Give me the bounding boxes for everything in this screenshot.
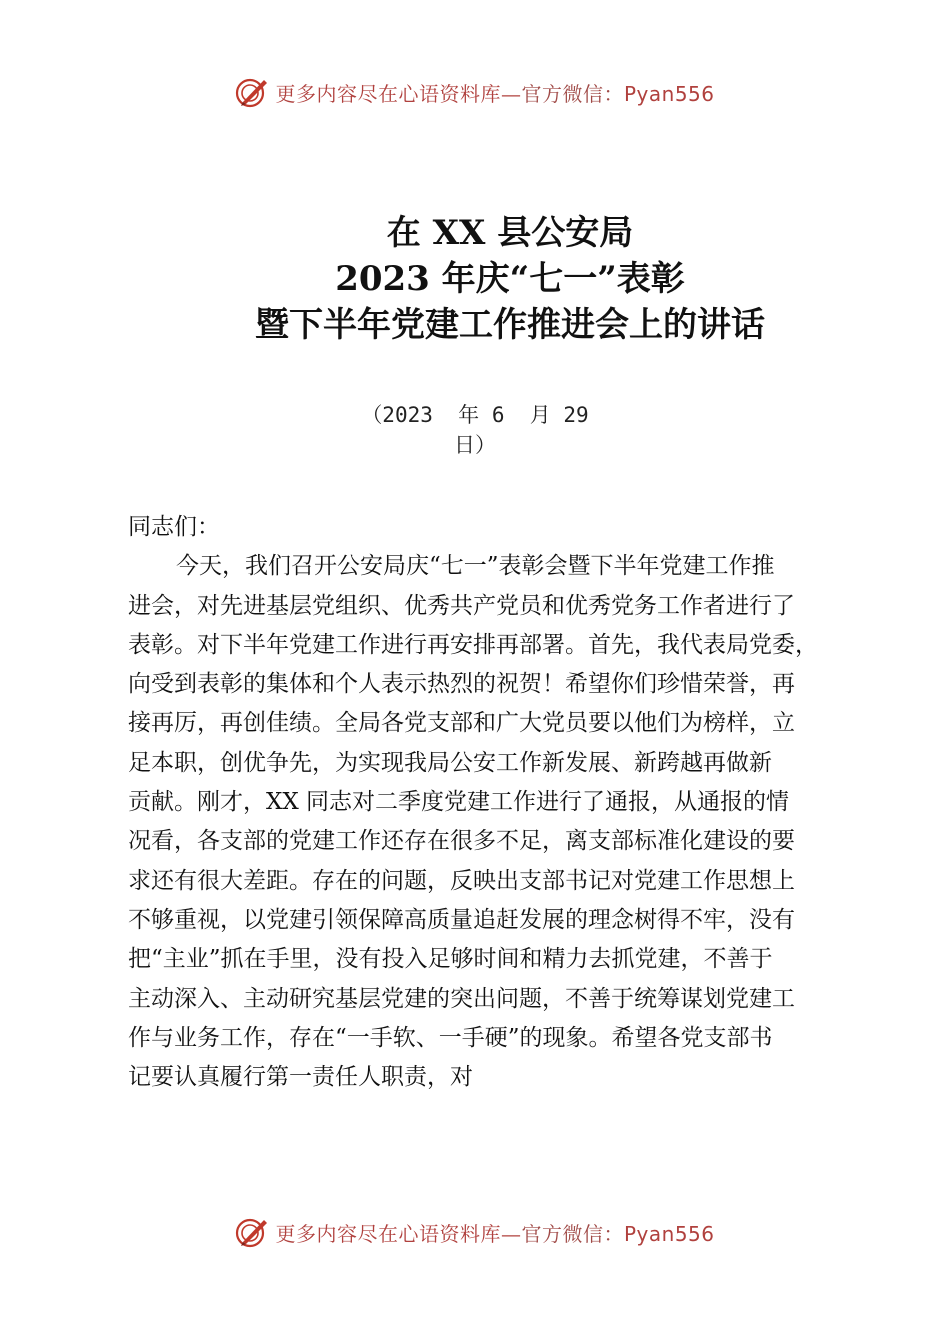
body-line: 接再厉，再创佳绩。全局各党支部和广大党员要以他们为榜样，立 — [128, 710, 795, 737]
date-line-2: 日） — [454, 433, 496, 457]
title-line-2: 2023 年庆“七一”表彰 — [335, 259, 685, 299]
document-title — [0, 210, 950, 348]
body-line: 进会，对先进基层党组织、优秀共产党员和优秀党务工作者进行了 — [128, 592, 795, 619]
document-body — [128, 508, 848, 1097]
watermark-separator: — — [500, 81, 522, 106]
body-line: 向受到表彰的集体和个人表示热烈的祝贺！希望你们珍惜荣誉，再 — [128, 671, 795, 698]
title-line-3: 暨下半年党建工作推进会上的讲话 — [255, 305, 765, 345]
watermark-text — [275, 78, 714, 107]
title-line-1: 在 XX 县公安局 — [386, 213, 634, 253]
date-line-1: （2023 年 6 月 29 — [361, 403, 589, 427]
body-line: 不够重视，以党建引领保障高质量追赶发展的理念树得不牢，没有 — [128, 906, 795, 933]
body-line: 记要认真履行第一责任人职责，对 — [128, 1064, 473, 1091]
watermark-wechat-id: Pyan556 — [623, 81, 715, 106]
footer-watermark — [0, 1210, 950, 1254]
salutation: 同志们： — [128, 514, 220, 540]
body-line: 贡献。刚才，XX 同志对二季度党建工作进行了通报，从通报的情 — [128, 789, 790, 816]
header-watermark — [0, 70, 950, 114]
watermark-wechat-label: 官方微信： — [521, 1221, 624, 1246]
watermark-separator: — — [500, 1221, 522, 1246]
watermark-text — [275, 1218, 714, 1247]
document-date — [0, 400, 950, 460]
body-line: 主动深入、主动研究基层党建的突出问题，不善于统筹谋划党建工 — [128, 985, 795, 1012]
watermark-lead: 更多内容尽在心语资料库 — [275, 81, 501, 106]
body-line: 把“主业”抓在手里，没有投入足够时间和精力去抓党建，不善于 — [128, 946, 773, 973]
body-line: 表彰。对下半年党建工作进行再安排再部署。首先，我代表局党委， — [128, 631, 818, 658]
body-line: 作与业务工作，存在“一手软、一手硬”的现象。希望各党支部书 — [128, 1024, 773, 1051]
watermark-wechat-label: 官方微信： — [521, 81, 624, 106]
body-line: 今天，我们召开公安局庆“七一”表彰会暨下半年党建工作推 — [176, 553, 775, 580]
pen-logo-icon — [235, 1215, 269, 1249]
body-line: 求还有很大差距。存在的问题，反映出支部书记对党建工作思想上 — [128, 867, 795, 894]
body-line: 况看，各支部的党建工作还存在很多不足，离支部标准化建设的要 — [128, 828, 795, 855]
watermark-lead: 更多内容尽在心语资料库 — [275, 1221, 501, 1246]
pen-logo-icon — [235, 75, 269, 109]
watermark-wechat-id: Pyan556 — [623, 1221, 715, 1246]
body-line: 足本职，创优争先，为实现我局公安工作新发展、新跨越再做新 — [128, 749, 772, 776]
